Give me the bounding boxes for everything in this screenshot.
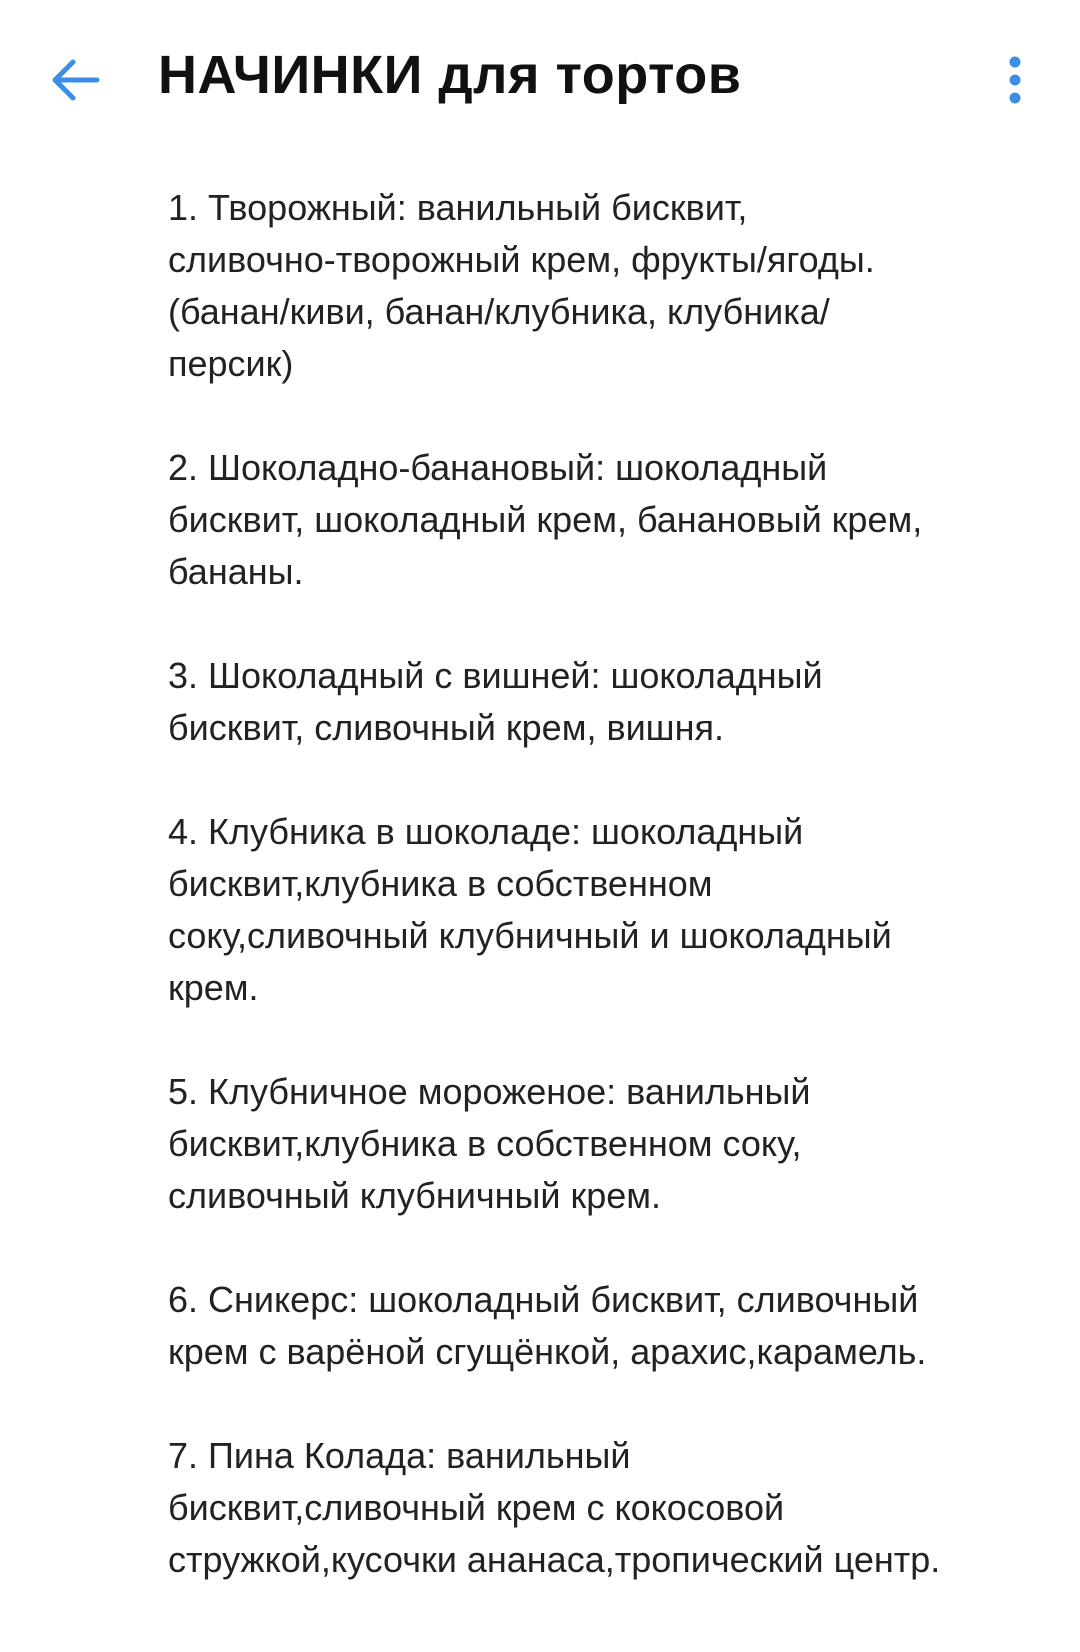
app-bar <box>0 0 1080 160</box>
filling-item-1: 1. Творожный: ванильный бисквит, сливочно-творожный крем, фрукты/ягоды. (банан/киви, банан/клубника, клубника/ персик) <box>168 187 875 384</box>
filling-item-4: 4. Клубника в шоколаде: шоколадный бисквит,клубника в собственном соку,сливочный клубничный и шоколадный крем. <box>168 811 892 1008</box>
filling-item-3: 3. Шоколадный с вишней: шоколадный бисквит, сливочный крем, вишня. <box>168 655 823 748</box>
back-button[interactable] <box>40 50 110 110</box>
filling-item-6: 6. Сникерс: шоколадный бисквит, сливочный крем с варёной сгущёнкой, арахис,карамель. <box>168 1279 927 1372</box>
filling-item-2: 2. Шоколадно-банановый: шоколадный бисквит, шоколадный крем, банановый крем, бананы. <box>168 447 923 592</box>
filling-item-5: 5. Клубничное мороженое: ванильный бисквит,клубника в собственном соку, сливочный клубничный крем. <box>168 1071 811 1216</box>
more-vertical-icon <box>1007 56 1023 104</box>
more-options-button[interactable] <box>990 48 1040 112</box>
page-title: НАЧИНКИ для тортов <box>158 45 742 105</box>
arrow-left-icon <box>49 58 101 102</box>
note-content <box>168 182 1048 1638</box>
filling-item-7: 7. Пина Колада: ванильный бисквит,сливочный крем с кокосовой стружкой,кусочки ананаса,тропический центр. <box>168 1435 941 1580</box>
